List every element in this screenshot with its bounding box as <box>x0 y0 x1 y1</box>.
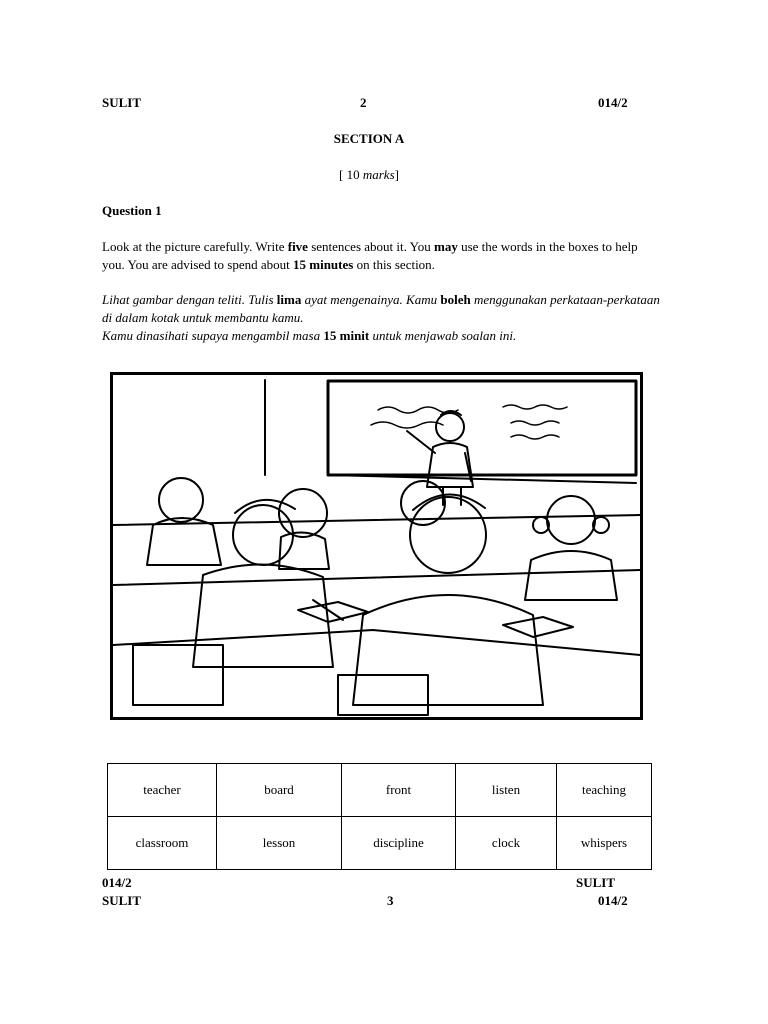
classroom-illustration <box>110 372 643 720</box>
header-page-number: 2 <box>360 95 367 110</box>
instr-en-bold-minutes: 15 minutes <box>293 257 354 272</box>
chair-front-center <box>338 675 428 715</box>
instr-ms-text-3: menggunakan perkataan-perkataan di dalam kotak untuk membantu kamu. <box>102 292 660 325</box>
question-label: Question 1 <box>102 203 162 218</box>
word-box-row <box>108 764 652 817</box>
desk-row-middle <box>113 570 640 585</box>
instr-en-bold-may: may <box>433 239 458 254</box>
word-cell: listen <box>456 764 557 817</box>
instr-en-text-1: Look at the picture carefully. Write <box>102 239 288 254</box>
word-box-row <box>108 817 652 870</box>
student-girl-right <box>525 496 617 600</box>
instr-ms-bold-boleh: boleh <box>440 292 471 307</box>
instr-ms-text-4: Kamu dinasihati supaya mengambil masa <box>102 328 324 343</box>
header-sulit: SULIT <box>102 95 142 110</box>
instr-ms-bold-lima: lima <box>276 292 302 307</box>
desk-row-front <box>113 630 640 655</box>
instr-en-text-2: sentences about it. You <box>307 239 434 254</box>
word-cell: teaching <box>557 764 652 817</box>
marks-word: marks <box>362 167 395 182</box>
board-writing-5 <box>511 435 559 439</box>
word-cell: teacher <box>108 764 217 817</box>
instr-en-text-4: on this section. <box>353 257 435 272</box>
instr-en-text-3: use the words in the boxes to help you. You are advised to spend about <box>102 239 638 272</box>
instr-ms-bold-minit: 15 minit <box>323 328 370 343</box>
board-writing-3 <box>503 405 567 409</box>
next-header-page-number: 3 <box>387 893 394 908</box>
marks-close: ] <box>394 167 399 182</box>
next-header-sulit: SULIT <box>102 893 142 908</box>
open-book-right <box>503 617 573 637</box>
word-cell: whispers <box>557 817 652 870</box>
chair-front-left <box>133 645 223 705</box>
classroom-drawing <box>113 375 640 717</box>
word-cell: classroom <box>108 817 217 870</box>
instructions-english <box>102 238 662 274</box>
instr-ms-text-1: Lihat gambar dengan teliti. Tulis <box>102 292 277 307</box>
marks-open: [ 10 <box>339 167 363 182</box>
teacher-figure <box>407 411 473 505</box>
section-marks <box>0 167 738 183</box>
student-whispering <box>279 489 329 569</box>
word-cell: clock <box>456 817 557 870</box>
board-writing-2 <box>371 422 443 428</box>
word-cell: lesson <box>217 817 342 870</box>
header-code: 014/2 <box>598 95 628 110</box>
footer-sulit: SULIT <box>576 875 616 890</box>
student-front-left <box>193 500 343 667</box>
instr-en-bold-five: five <box>287 239 308 254</box>
footer-code: 014/2 <box>102 875 132 890</box>
board-writing-4 <box>511 421 559 425</box>
whiteboard <box>328 381 636 475</box>
student-back-left <box>147 478 221 565</box>
word-box <box>107 763 652 870</box>
instr-ms-text-5: untuk menjawab soalan ini. <box>369 328 517 343</box>
next-header-code: 014/2 <box>598 893 628 908</box>
open-book-left <box>298 602 368 622</box>
section-title: SECTION A <box>333 131 405 146</box>
word-cell: front <box>342 764 456 817</box>
student-front-center <box>353 494 543 705</box>
word-cell: board <box>217 764 342 817</box>
instr-ms-text-2: ayat mengenainya. Kamu <box>301 292 441 307</box>
instructions-malay <box>102 291 662 345</box>
word-cell: discipline <box>342 817 456 870</box>
